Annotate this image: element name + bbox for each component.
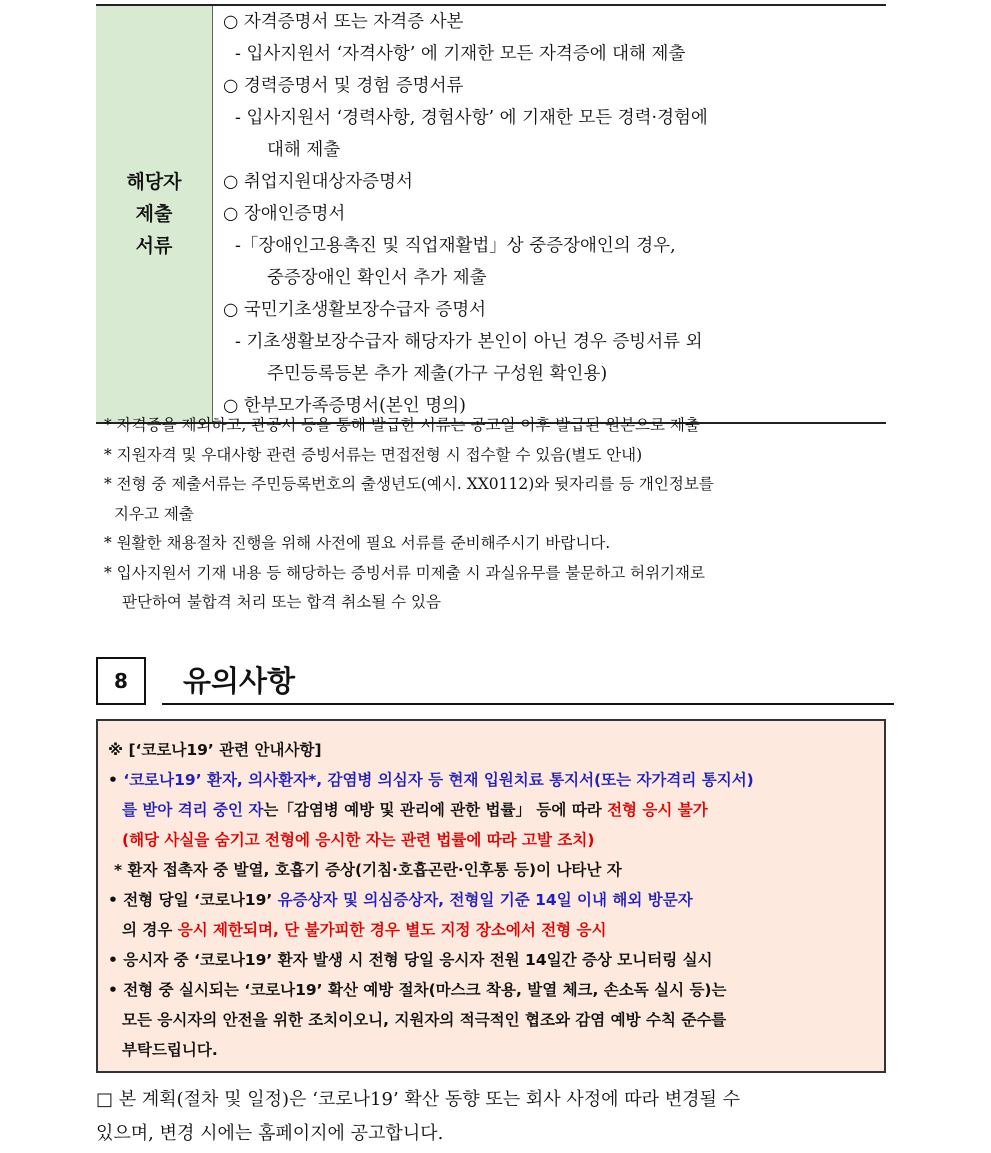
notice-line — [108, 975, 884, 1005]
notice-line — [108, 795, 884, 825]
notice-line — [108, 765, 884, 795]
notice-text: 전형 응시 불가 — [607, 801, 708, 819]
notice-line — [108, 855, 884, 885]
notice-line — [108, 825, 884, 855]
note-item: * 입사지원서 기재 내용 등 해당하는 증빙서류 미제출 시 과실유무를 불문하고 허위기재로 — [104, 563, 705, 582]
covid-notice-box — [96, 719, 886, 1073]
footer-line: □ 본 계획(절차 및 일정)은 ‘코로나19’ 확산 동향 또는 회사 사정에 따라 변경될 수 — [96, 1089, 741, 1110]
notice-text: ‘코로나19’ 환자, 의사환자*, 감염병 의심자 등 현재 입원치료 통지서(또는 자가격리 통지서) — [123, 771, 754, 789]
notice-text: • 전형 당일 ‘코로나19’ — [108, 891, 278, 909]
table-row: ○ 한부모가족증명서(본인 명의) — [223, 396, 466, 416]
notice-line — [108, 1035, 884, 1065]
label-line: 해당자 — [126, 171, 182, 193]
notice-text: (해당 사실을 숨기고 전형에 응시한 자는 관련 법률에 따라 고발 조치) — [122, 831, 595, 849]
note-item: 지우고 제출 — [114, 504, 194, 523]
table-row: ○ 국민기초생활보장수급자 증명서 — [223, 300, 487, 320]
notice-line — [108, 945, 884, 975]
table-row: 대해 제출 — [267, 140, 341, 160]
table-row: ○ 자격증명서 또는 자격증 사본 — [223, 12, 464, 32]
section-underline — [162, 703, 894, 705]
section-number: 8 — [96, 657, 146, 705]
table-row: - 기초생활보장수급자 해당자가 본인이 아닌 경우 증빙서류 외 — [235, 332, 703, 352]
table-label-cell — [96, 6, 213, 422]
notice-text: • 전형 중 실시되는 ‘코로나19’ 확산 예방 절차(마스크 착용, 발열 체크, 손소독 실시 등)는 — [108, 981, 727, 999]
notice-text: • — [108, 771, 124, 789]
notice-line — [108, 1005, 884, 1035]
table-row: - 입사지원서 ‘경력사항, 경험사항’ 에 기재한 모든 경력·경험에 — [235, 108, 708, 128]
table-row: 중증장애인 확인서 추가 제출 — [267, 268, 487, 288]
notice-line — [108, 735, 884, 765]
table-content-cell — [213, 6, 886, 422]
footer-line: 있으며, 변경 시에는 홈페이지에 공고합니다. — [96, 1123, 444, 1144]
notes-list — [104, 411, 904, 618]
notice-text: 를 받아 격리 중인 자 — [122, 801, 264, 819]
table-row: 주민등록등본 추가 제출(가구 구성원 확인용) — [267, 364, 608, 384]
notice-text: 부탁드립니다. — [122, 1041, 218, 1059]
notice-text: ※ [‘코로나19’ 관련 안내사항] — [108, 741, 322, 759]
section-title: 유의사항 — [183, 664, 296, 698]
note-item: * 원활한 채용절차 진행을 위해 사전에 필요 서류를 준비해주시기 바랍니다. — [104, 534, 611, 552]
table-row: ○ 취업지원대상자증명서 — [223, 172, 413, 192]
note-item: * 지원자격 및 우대사항 관련 증빙서류는 면접전형 시 접수할 수 있음(별도 안내) — [104, 445, 643, 464]
footer-note — [96, 1083, 906, 1151]
label-line: 제출 — [135, 203, 173, 225]
notice-text: 응시 제한되며, 단 불가피한 경우 별도 지정 장소에서 전형 응시 — [177, 921, 607, 939]
notice-text: * 환자 접촉자 중 발열, 호흡기 증상(기침·호흡곤란·인후통 등)이 나타난 자 — [114, 861, 622, 879]
note-item: 판단하여 불합격 처리 또는 합격 취소될 수 있음 — [122, 593, 441, 611]
notice-text: 유증상자 및 의심증상자, 전형일 기준 14일 이내 해외 방문자 — [277, 891, 693, 909]
notice-text: • 응시자 중 ‘코로나19’ 환자 발생 시 전형 당일 응시자 전원 14일간 증상 모니터링 실시 — [108, 951, 713, 969]
notice-line — [108, 915, 884, 945]
notice-text: 는「감염병 예방 및 관리에 관한 법률」 등에 따라 — [263, 801, 608, 819]
table-row: ○ 경력증명서 및 경험 증명서류 — [223, 76, 464, 96]
table-row: ○ 장애인증명서 — [223, 204, 346, 224]
label-line: 서류 — [135, 235, 173, 257]
note-item: * 전형 중 제출서류는 주민등록번호의 출생년도(예시. XX0112)와 뒷자리를 등 개인정보를 — [104, 475, 714, 493]
notice-line — [108, 885, 884, 915]
required-documents-table — [96, 4, 886, 424]
notice-text: 모든 응시자의 안전을 위한 조치이오니, 지원자의 적극적인 협조와 감염 예방 수칙 준수를 — [122, 1011, 727, 1029]
notice-text: 의 경우 — [122, 921, 178, 939]
table-row: -「장애인고용촉진 및 직업재활법」상 중증장애인의 경우, — [235, 236, 676, 256]
table-row: - 입사지원서 ‘자격사항’ 에 기재한 모든 자격증에 대해 제출 — [235, 44, 686, 64]
note-item: * 자격증을 제외하고, 관공서 등을 통해 발급한 서류는 공고일 이후 발급된 원본으로 제출 — [104, 416, 700, 434]
